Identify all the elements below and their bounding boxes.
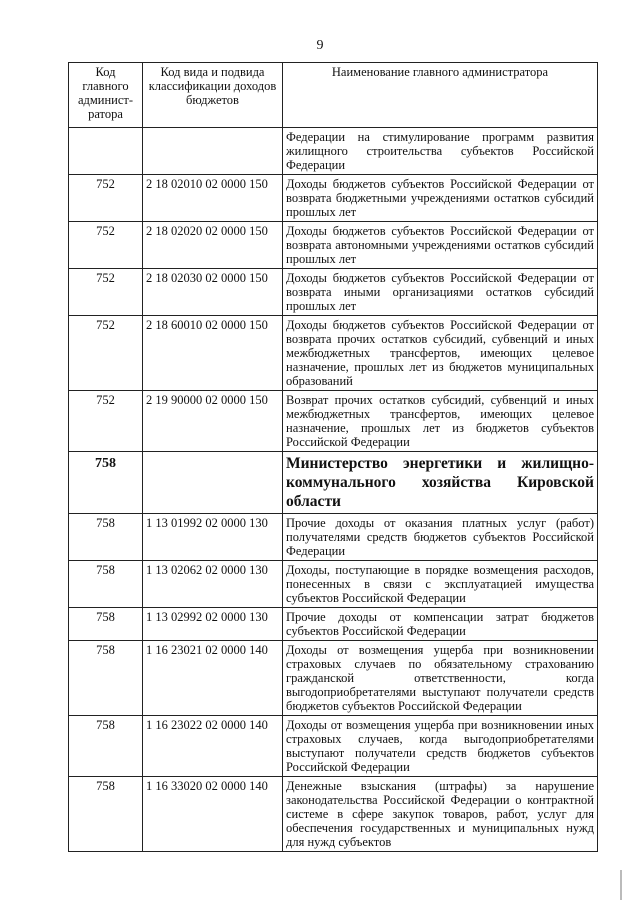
admin-code-cell: 758	[69, 514, 143, 561]
header-admin-code: Код главного админист-ратора	[69, 63, 143, 128]
income-code-cell: 1 16 23021 02 0000 140	[143, 641, 283, 716]
table-row	[69, 128, 598, 175]
admin-name-cell: Доходы от возмещения ущерба при возникновении страховых случаев по обязательному страхованию гражданской ответственности, когда выгодоприобретателями выступают получатели средств бюджетов субъектов Российской Федерации	[283, 641, 598, 716]
header-income-code: Код вида и подвида классификации доходов бюджетов	[143, 63, 283, 128]
income-code-cell: 1 13 01992 02 0000 130	[143, 514, 283, 561]
admin-code-cell: 752	[69, 391, 143, 452]
income-code-cell: 1 13 02062 02 0000 130	[143, 561, 283, 608]
admin-name-cell: Денежные взыскания (штрафы) за нарушение законодательства Российской Федерации о контрактной системе в сфере закупок товаров, работ, услуг для обеспечения государственных и муниципальных нужд для нужд субъектов	[283, 777, 598, 852]
table-row	[69, 716, 598, 777]
income-code-cell: 1 16 23022 02 0000 140	[143, 716, 283, 777]
admin-code-cell: 752	[69, 316, 143, 391]
admin-code-cell: 752	[69, 175, 143, 222]
table-row	[69, 608, 598, 641]
admin-name-cell: Доходы бюджетов субъектов Российской Федерации от возврата иными организациями остатков субсидий прошлых лет	[283, 269, 598, 316]
header-admin-name: Наименование главного администратора	[283, 63, 598, 128]
income-code-cell	[143, 128, 283, 175]
admin-name-cell: Прочие доходы от оказания платных услуг (работ) получателями средств бюджетов субъектов Российской Федерации	[283, 514, 598, 561]
table-body	[69, 128, 598, 852]
admin-code-cell	[69, 128, 143, 175]
admin-name-cell: Возврат прочих остатков субсидий, субвенций и иных межбюджетных трансфертов, имеющих целевое назначение, прошлых лет из бюджетов субъектов Российской Федерации	[283, 391, 598, 452]
table-row	[69, 561, 598, 608]
income-code-cell: 2 18 02020 02 0000 150	[143, 222, 283, 269]
admin-name-cell: Доходы бюджетов субъектов Российской Федерации от возврата автономными учреждениями остатков субсидий прошлых лет	[283, 222, 598, 269]
admin-code-cell: 758	[69, 716, 143, 777]
admin-code-cell: 758	[69, 452, 143, 514]
admin-name-cell: Федерации на стимулирование программ развития жилищного строительства субъектов Российской Федерации	[283, 128, 598, 175]
admin-name-cell: Прочие доходы от компенсации затрат бюджетов субъектов Российской Федерации	[283, 608, 598, 641]
page-number: 9	[316, 38, 324, 53]
table-row	[69, 175, 598, 222]
table-row	[69, 514, 598, 561]
table-header-row	[69, 63, 598, 128]
income-code-cell: 2 19 90000 02 0000 150	[143, 391, 283, 452]
table-row	[69, 316, 598, 391]
table-row	[69, 641, 598, 716]
admin-name-cell: Доходы, поступающие в порядке возмещения расходов, понесенных в связи с эксплуатацией имущества субъектов Российской Федерации	[283, 561, 598, 608]
table-row	[69, 222, 598, 269]
admin-name-cell: Доходы от возмещения ущерба при возникновении иных страховых случаев, когда выгодоприобретателями выступают получатели средств бюджетов субъектов Российской Федерации	[283, 716, 598, 777]
table-row	[69, 269, 598, 316]
admin-code-cell: 758	[69, 641, 143, 716]
admin-code-cell: 758	[69, 777, 143, 852]
income-code-cell: 2 18 02010 02 0000 150	[143, 175, 283, 222]
admin-name-cell: Доходы бюджетов субъектов Российской Федерации от возврата бюджетными учреждениями остатков субсидий прошлых лет	[283, 175, 598, 222]
income-code-cell: 2 18 60010 02 0000 150	[143, 316, 283, 391]
admin-code-cell: 752	[69, 269, 143, 316]
income-code-cell	[143, 452, 283, 514]
admin-code-cell: 752	[69, 222, 143, 269]
admin-code-cell: 758	[69, 608, 143, 641]
income-code-cell: 2 18 02030 02 0000 150	[143, 269, 283, 316]
table-row	[69, 452, 598, 514]
income-code-cell: 1 13 02992 02 0000 130	[143, 608, 283, 641]
scan-artifact	[620, 870, 622, 900]
table-row	[69, 777, 598, 852]
income-code-cell: 1 16 33020 02 0000 140	[143, 777, 283, 852]
table-row	[69, 391, 598, 452]
income-administrators-table	[68, 62, 598, 852]
admin-name-cell: Доходы бюджетов субъектов Российской Федерации от возврата прочих остатков субсидий, субвенций и иных межбюджетных трансфертов, имеющих целевое назначение, прошлых лет из бюджетов муниципальных образований	[283, 316, 598, 391]
admin-code-cell: 758	[69, 561, 143, 608]
admin-name-cell: Министерство энергетики и жилищно-коммунального хозяйства Кировской области	[283, 452, 598, 514]
